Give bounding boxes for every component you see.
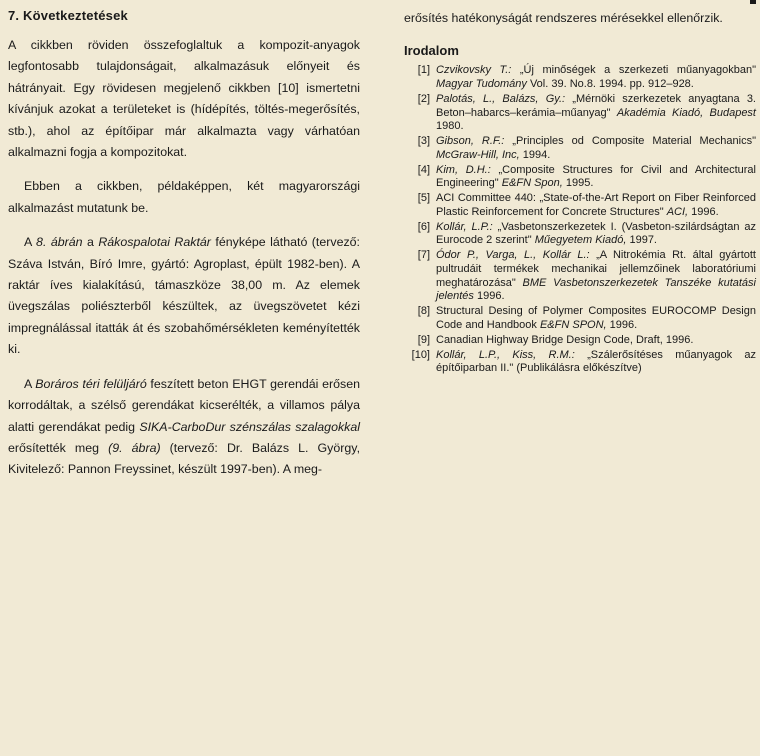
left-column	[8, 8, 360, 494]
references-list	[404, 64, 756, 376]
figure-ref-8: 8. ábrán	[36, 235, 83, 250]
reference-item: [3] Gibson, R.F.: „Principles od Composite Material Mechanics" McGraw-Hill, Inc, 1994.	[417, 135, 756, 161]
reference-item: [5] ACI Committee 440: „State-of-the-Art Report on Fiber Reinforced Plastic Reinforcement for Concrete Structures" ACI, 1996.	[417, 192, 756, 218]
reference-item: [2] Palotás, L., Balázs, Gy.: „Mérnöki szerkezetek anyagtana 3. Beton–habarcs–kerámia–műanyag" Akadémia Kiadó, Budapest 1980.	[417, 92, 756, 133]
section-title: 7. Következtetések	[8, 8, 128, 23]
paragraph-continuation: erősítés hatékonyságát rendszeres mérésekkel ellenőrzik.	[404, 11, 723, 25]
reference-item: [1] Czvikovsky T.: „Új minőségek a szerkezeti műanyagokban" Magyar Tudomány Vol. 39. No.8. 1994. pp. 912–928.	[417, 64, 756, 90]
project-name-felujaro: Boráros téri felüljáró	[35, 376, 147, 391]
project-name-raktar: Rákospalotai Raktár	[98, 235, 211, 250]
figure-ref-9: (9. ábra)	[108, 440, 161, 455]
paragraph-1: A cikkben röviden összefoglaltuk a kompozit-anyagok legfontosabb tulajdonságait, alkalmazásuk előnyeit és hátrányait. Egy rövidesen megjelenő cikkben [10] ismertetni kívánjuk azokat a területeket is (hídépítés, töltés-megerősítés, stb.), ahol az építőipar már alkalmazta vagy várhatóan alkalmazni fogja a kompozitokat.	[8, 38, 360, 160]
reference-item: [6] Kollár, L.P.: „Vasbetonszerkezetek I. (Vasbeton-szilárdságtan az Eurocode 2 szerint" Műegyetem Kiadó, 1997.	[417, 220, 756, 247]
paragraph-4: A Boráros téri felüljáró feszített beton EHGT gerendái erősen korrodáltak, a szélső gerendákat kicserélték, a villamos pálya alatti gerendákat pedig SIKA-CarboDur szénszálas szalagokkal erősítették meg (9. ábra) (tervező: Dr. Balázs L. György, Kivitelező: Pannon Freyssinet, készült 1997-ben). A meg-	[8, 376, 361, 477]
product-name: SIKA-CarboDur szénszálas szalagokkal	[139, 419, 360, 434]
corner-mark	[750, 0, 756, 4]
paragraph-2: Ebben a cikkben, példaképpen, két magyarországi alkalmazást mutatunk be.	[8, 179, 360, 215]
reference-item: [7] Ódor P., Varga, L., Kollár L.: „A Nitrokémia Rt. által gyártott pultrudáit termékek mechanikai jellemzőinek laboratóriumi meghatározása" BME Vasbetonszerkezetek Tanszéke kutatási jelentés 1996.	[417, 249, 756, 303]
right-column	[404, 8, 756, 377]
reference-item: [8] Structural Desing of Polymer Composites EUROCOMP Design Code and Handbook E&FN SPON, 1996.	[417, 305, 756, 331]
reference-item: [4] Kim, D.H.: „Composite Structures for Civil and Architectural Engineering" E&FN Spon, 1995.	[417, 163, 756, 190]
reference-item: [9] Canadian Highway Bridge Design Code, Draft, 1996.	[417, 333, 694, 346]
reference-item: [10] Kollár, L.P., Kiss, R.M.: „Szálerősítéses műanyagok az építőiparban II." (Publikálásra előkészítve)	[411, 348, 756, 375]
references-title: Irodalom	[404, 43, 459, 59]
paragraph-3: A 8. ábrán a Rákospalotai Raktár fényképe látható (tervező: Száva István, Bíró Imre, gyártó: Agroplast, épült 1982-ben). A raktár íves kialakítású, támaszköze 38,00 m. Az elemek üvegszálas poliészterből készültek, az üvegszövetet kézi impregnálással itatták át és szobahőmérsékleten keményítették ki.	[8, 235, 360, 357]
